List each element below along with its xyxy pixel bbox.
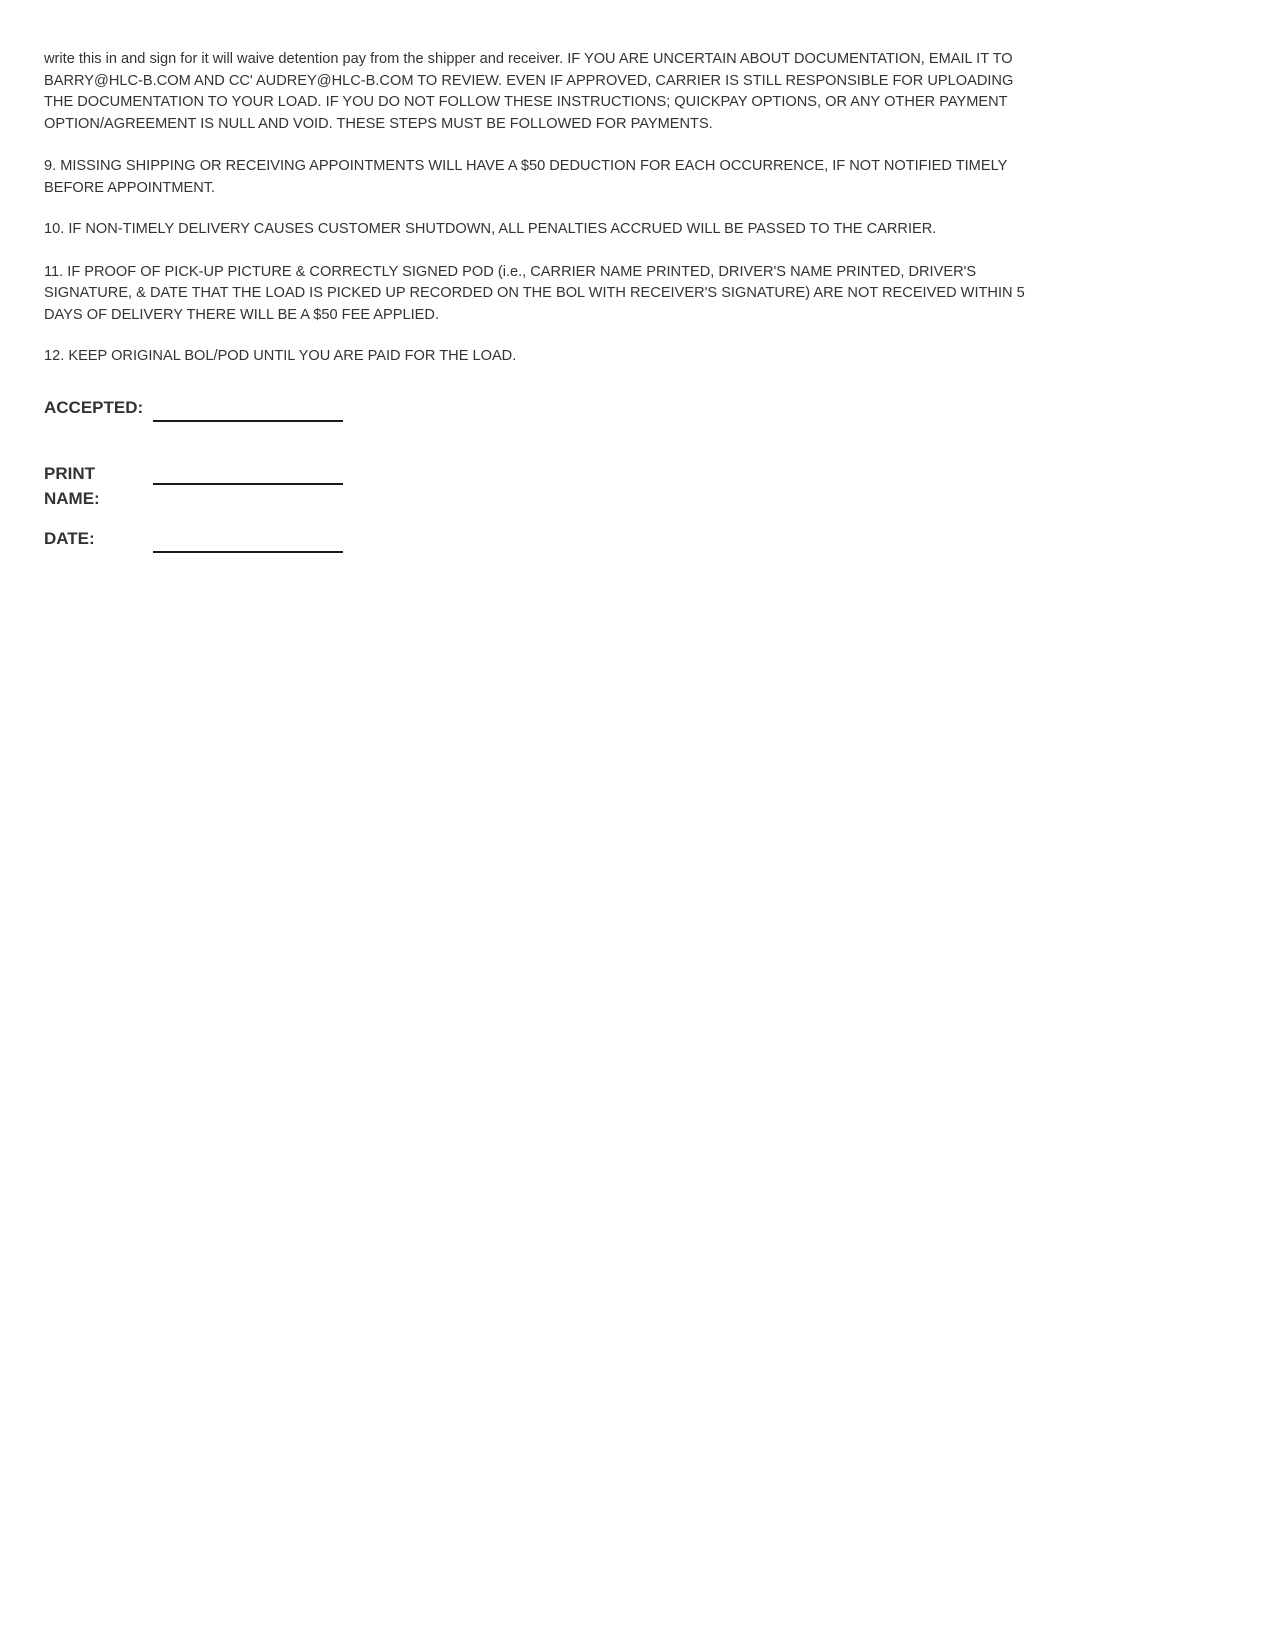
print-label-line1: PRINT [44, 464, 95, 483]
signature-block [44, 395, 364, 551]
date-label: DATE: [44, 529, 95, 548]
terms-body [44, 49, 1044, 368]
print-name-line[interactable] [153, 483, 343, 485]
date-row [44, 526, 364, 551]
date-line[interactable] [153, 551, 343, 553]
term-item-11: 11. IF PROOF OF PICK-UP PICTURE & CORRECTLY SIGNED POD (i.e., CARRIER NAME PRINTED, DRIVER'S NAME PRINTED, DRIVER'S SIGNATURE, & DATE THAT THE LOAD IS PICKED UP RECORDED ON THE BOL WITH RECEIVER'S SIGNATURE) ARE NOT RECEIVED WITHIN 5 DAYS OF DELIVERY THERE WILL BE A $50 FEE APPLIED. [44, 263, 1025, 323]
print-name-row [44, 461, 364, 511]
accepted-row [44, 395, 364, 420]
accepted-signature-line[interactable] [153, 420, 343, 422]
term-item-9: 9. MISSING SHIPPING OR RECEIVING APPOINTMENTS WILL HAVE A $50 DEDUCTION FOR EACH OCCURRENCE, IF NOT NOTIFIED TIMELY BEFORE APPOINTMENT. [44, 158, 1008, 196]
print-label-line2: NAME: [44, 489, 100, 508]
term-item-10: 10. IF NON-TIMELY DELIVERY CAUSES CUSTOMER SHUTDOWN, ALL PENALTIES ACCRUED WILL BE PASSED TO THE CARRIER. [44, 221, 937, 237]
print-name-label [44, 461, 149, 511]
term-item-12: 12. KEEP ORIGINAL BOL/POD UNTIL YOU ARE PAID FOR THE LOAD. [44, 348, 517, 364]
accepted-label: ACCEPTED: [44, 398, 144, 417]
paragraph-continuation: write this in and sign for it will waive detention pay from the shipper and receiver. IF YOU ARE UNCERTAIN ABOUT DOCUMENTATION, EMAIL IT TO BARRY@HLC-B.COM AND CC' AUDREY@HLC-B.COM TO REVIEW. EVEN IF APPROVED, CARRIER IS STILL RESPONSIBLE FOR UPLOADING THE DOCUMENTATION TO YOUR LOAD. IF YOU DO NOT FOLLOW THESE INSTRUCTIONS; QUICKPAY OPTIONS, OR ANY OTHER PAYMENT OPTION/AGREEMENT IS NULL AND VOID. THESE STEPS MUST BE FOLLOWED FOR PAYMENTS. [44, 51, 1014, 132]
